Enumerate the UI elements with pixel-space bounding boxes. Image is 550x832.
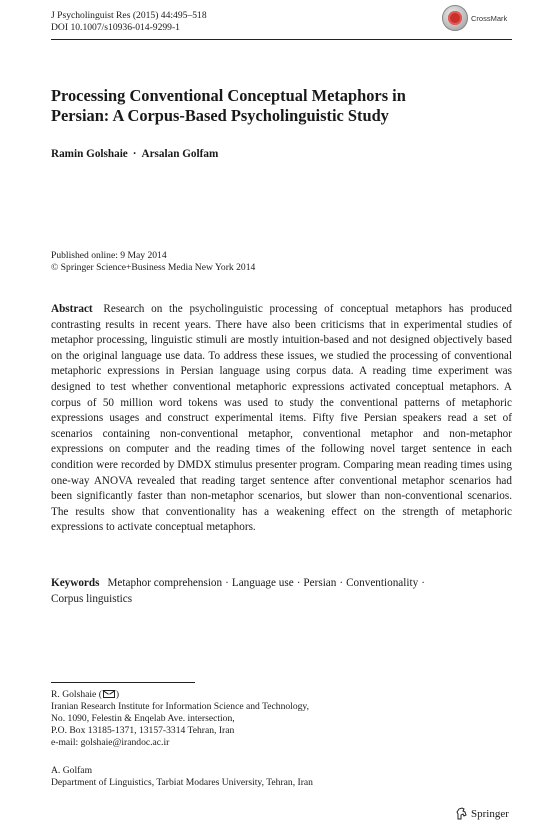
keyword: Language use (231, 577, 294, 589)
keyword: Conventionality (346, 577, 419, 589)
journal-reference: J Psycholinguist Res (2015) 44:495–518 (51, 10, 207, 21)
affiliation-line: No. 1090, Felestin & Enqelab Ave. intersection, (51, 713, 235, 724)
affiliation-author-name: R. Golshaie (51, 689, 97, 700)
envelope-icon (103, 690, 115, 698)
keyword-separator: · (296, 577, 301, 589)
keyword: Corpus linguistics (51, 592, 133, 605)
header-divider (51, 39, 512, 40)
keywords-label: Keywords (51, 577, 100, 589)
publication-info (51, 250, 255, 274)
keyword-separator: · (339, 577, 344, 589)
author-name[interactable]: Arsalan Golfam (141, 148, 219, 160)
affiliation-line: P.O. Box 13185-1371, 13157-3314 Tehran, Iran (51, 725, 235, 736)
doi-link[interactable]: DOI 10.1007/s10936-014-9299-1 (51, 22, 180, 33)
springer-horse-icon (455, 807, 468, 820)
email-link[interactable]: e-mail: golshaie@irandoc.ac.ir (51, 737, 170, 748)
crossmark-label: CrossMark (471, 13, 508, 23)
journal-citation (51, 10, 207, 34)
article-title (51, 86, 481, 126)
affiliation-author-1 (51, 689, 309, 749)
published-date: Published online: 9 May 2014 (51, 250, 167, 261)
keyword-separator: · (225, 577, 229, 589)
affiliation-line: Department of Linguistics, Tarbiat Modares University, Tehran, Iran (51, 777, 313, 788)
footnote-divider (51, 682, 195, 683)
affiliation-author-name: A. Golfam (51, 765, 93, 776)
keywords (51, 576, 512, 607)
springer-label: Springer (471, 807, 509, 820)
keyword: Persian (303, 577, 337, 589)
corresponding-author: R. Golshaie ( ) (51, 689, 120, 700)
author-list (51, 148, 218, 160)
abstract-label: Abstract (51, 303, 93, 315)
copyright-notice: © Springer Science+Business Media New York 2014 (51, 262, 256, 273)
crossmark-icon (442, 5, 468, 31)
title-line-2: Persian: A Corpus-Based Psycholinguistic Study (51, 106, 389, 125)
affiliation-line: Iranian Research Institute for Information Science and Technology, (51, 701, 309, 712)
abstract (51, 302, 512, 536)
title-line-1: Processing Conventional Conceptual Metaphors in (51, 86, 406, 105)
keyword-separator: · (421, 577, 425, 589)
author-separator: · (132, 148, 137, 160)
abstract-text: Research on the psycholinguistic processing of conceptual metaphors has produced contrasting results in recent years. There have also been criticisms that in experimental studies of metaphor processing, linguistic stimuli are mostly intuition-based and not designed objectively based on the original language use data. To address these issues, we studied the processing of conventional metaphoric expressions in Persian language using corpus data. A reading time experiment was designed to test whether conventional metaphoric expressions activated conceptual metaphors. A corpus of 50 million word tokens was used to study the conventional patterns of metaphoric expressions usages and construct experimental items. Fifty five Persian speakers read a set of scenarios containing non-conventional metaphor, conventional metaphor and non-metaphor expressions on computer and the reading times of the following novel target sentence in each condition were recorded by DMDX stimulus presenter program. Comparing mean reading times using one-way ANOVA revealed that reading target sentence after conventional metaphor scenarios had been significantly faster than non-metaphor scenarios, but slower than non-conventional scenarios. The results show that conventionality has a weakening effect on the strength of metaphoric expressions to activate conceptual metaphors. (51, 303, 513, 534)
springer-logo (455, 807, 509, 820)
affiliation-author-2 (51, 765, 313, 789)
crossmark-button[interactable] (442, 5, 507, 31)
author-name[interactable]: Ramin Golshaie (51, 148, 128, 160)
keyword: Metaphor comprehension (107, 577, 223, 589)
